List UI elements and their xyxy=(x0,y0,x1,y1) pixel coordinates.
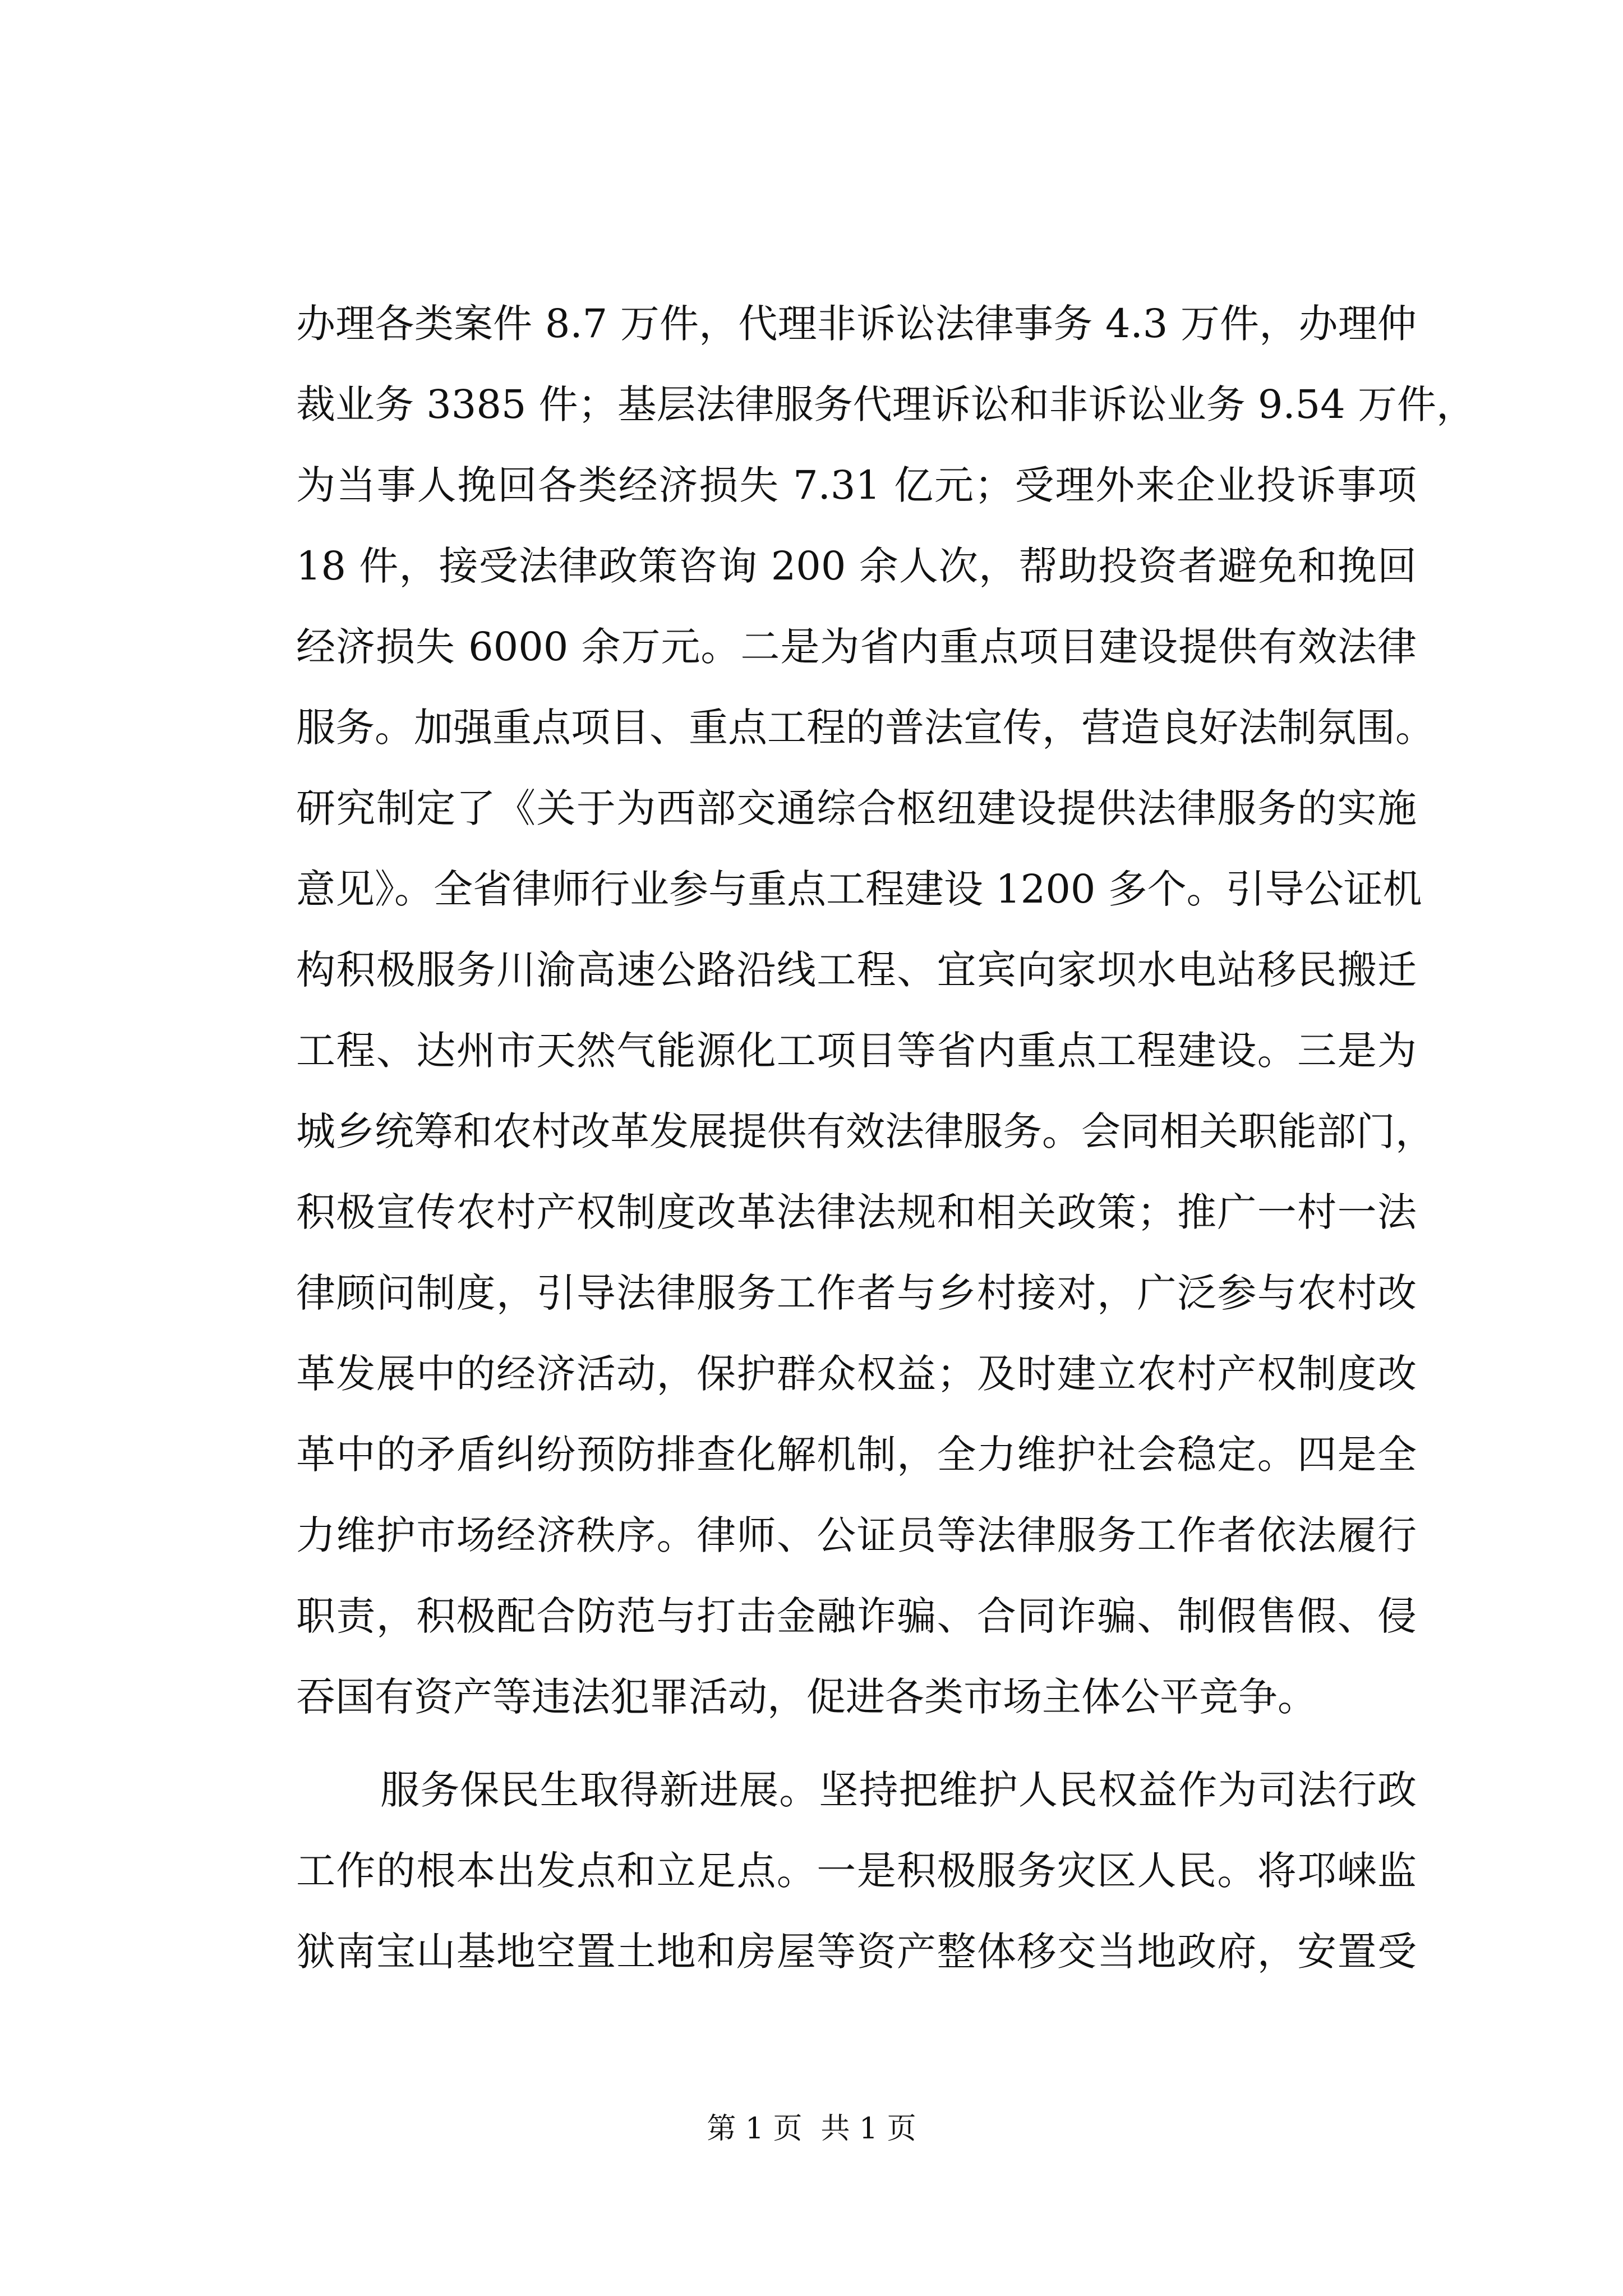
text-line: 吞国有资产等违法犯罪活动，促进各类市场主体公平竞争。 xyxy=(296,1674,1317,1720)
text-line: 律顾问制度，引导法律服务工作者与乡村接对，广泛参与农村改 xyxy=(296,1270,1417,1316)
text-line: 为当事人挽回各类经济损失 7.31 亿元；受理外来企业投诉事项 xyxy=(296,462,1417,508)
text-line: 革发展中的经济活动，保护群众权益；及时建立农村产权制度改 xyxy=(296,1351,1417,1397)
text-line: 构积极服务川渝高速公路沿线工程、宜宾向家坝水电站移民搬迁 xyxy=(296,947,1417,993)
text-line: 狱南宝山基地空置土地和房屋等资产整体移交当地政府，安置受 xyxy=(296,1929,1417,1975)
page-footer: 第 1 页 共 1 页 xyxy=(707,2112,916,2146)
text-line: 研究制定了《关于为西部交通综合枢纽建设提供法律服务的实施 xyxy=(296,785,1417,831)
text-line: 意见》。全省律师行业参与重点工程建设 1200 多个。引导公证机 xyxy=(296,866,1422,912)
text-line: 经济损失 6000 余万元。二是为省内重点项目建设提供有效法律 xyxy=(296,624,1417,670)
text-line: 服务保民生取得新进展。坚持把维护人民权益作为司法行政 xyxy=(380,1767,1417,1813)
text-line: 工作的根本出发点和立足点。一是积极服务灾区人民。将邛崃监 xyxy=(296,1848,1417,1894)
paragraph xyxy=(296,283,1476,1737)
text-line: 职责，积极配合防范与打击金融诈骗、合同诈骗、制假售假、侵 xyxy=(296,1593,1417,1639)
text-line: 革中的矛盾纠纷预防排查化解机制，全力维护社会稳定。四是全 xyxy=(296,1432,1417,1478)
text-line: 积极宣传农村产权制度改革法律法规和相关政策；推广一村一法 xyxy=(296,1189,1417,1235)
paragraph-gap xyxy=(296,1737,1417,1750)
text-line: 18 件，接受法律政策咨询 200 余人次，帮助投资者避免和挽回 xyxy=(296,543,1417,589)
text-line: 办理各类案件 8.7 万件，代理非诉讼法律事务 4.3 万件，办理仲 xyxy=(296,301,1417,347)
text-line: 工程、达州市天然气能源化工项目等省内重点工程建设。三是为 xyxy=(296,1028,1417,1074)
text-line: 力维护市场经济秩序。律师、公证员等法律服务工作者依法履行 xyxy=(296,1512,1417,1558)
body-text xyxy=(296,283,1476,1992)
paragraph xyxy=(296,1750,1417,1992)
text-line: 城乡统筹和农村改革发展提供有效法律服务。会同相关职能部门， xyxy=(296,1108,1435,1154)
text-line: 裁业务 3385 件；基层法律服务代理诉讼和非诉讼业务 9.54 万件， xyxy=(296,381,1476,427)
text-line: 服务。加强重点项目、重点工程的普法宣传，营造良好法制氛围。 xyxy=(296,705,1435,751)
